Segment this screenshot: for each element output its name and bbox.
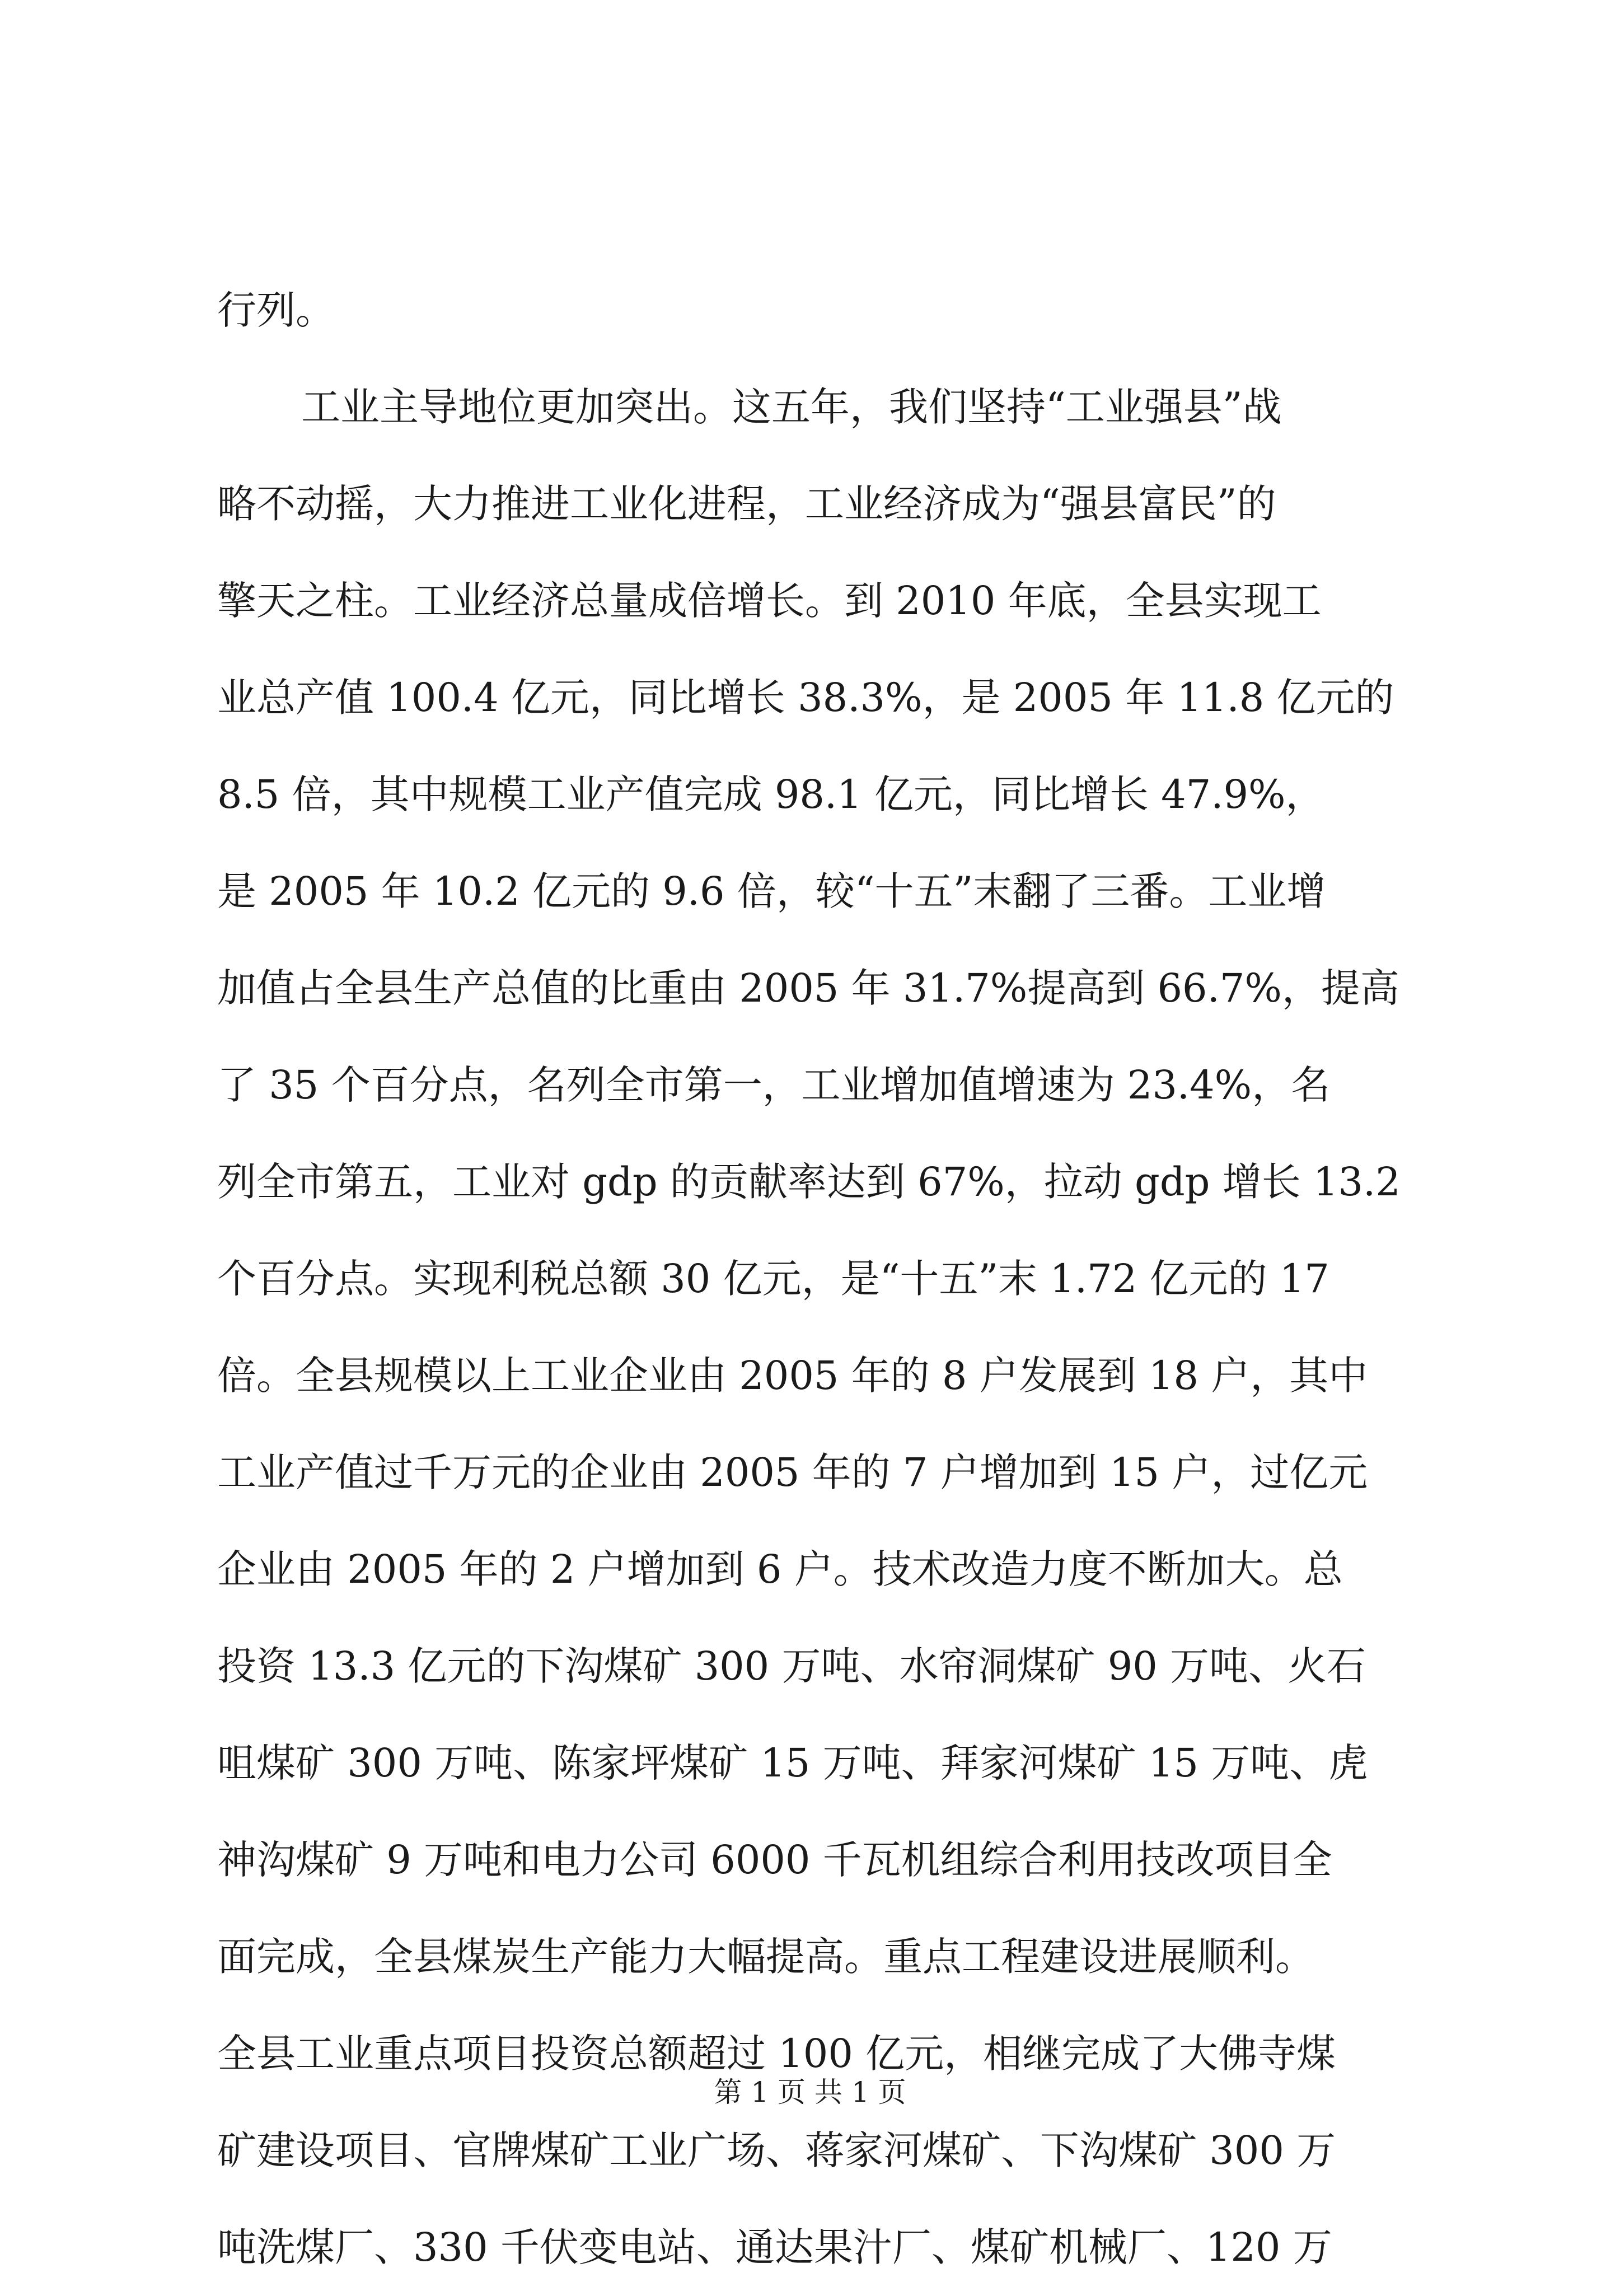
text-line: 擎天之柱。工业经济总量成倍增长。到 2010 年底，全县实现工: [217, 578, 1322, 624]
text-line: 列全市第五，工业对 gdp 的贡献率达到 67%，拉动 gdp 增长 13.2: [217, 1159, 1401, 1205]
text-line: 个百分点。实现利税总额 30 亿元，是“十五”末 1.72 亿元的 17: [217, 1256, 1329, 1302]
text-line: 是 2005 年 10.2 亿元的 9.6 倍，较“十五”末翻了三番。工业增: [217, 868, 1326, 914]
text-line: 略不动摇，大力推进工业化进程，工业经济成为“强县富民”的: [217, 481, 1276, 527]
body-text: [217, 262, 1466, 2296]
text-line: 业总产值 100.4 亿元，同比增长 38.3%，是 2005 年 11.8 亿元的: [217, 675, 1394, 721]
text-line: 加值占全县生产总值的比重由 2005 年 31.7%提高到 66.7%，提高: [217, 965, 1399, 1011]
text-line: 行列。: [217, 287, 335, 333]
text-line: 吨洗煤厂、330 千伏变电站、通达果汁厂、煤矿机械厂、120 万: [217, 2224, 1332, 2270]
text-line: 了 35 个百分点，名列全市第一，工业增加值增速为 23.4%，名: [217, 1062, 1331, 1108]
text-line: 企业由 2005 年的 2 户增加到 6 户。技术改造力度不断加大。总: [217, 1546, 1343, 1592]
text-line: 矿建设项目、官牌煤矿工业广场、蒋家河煤矿、下沟煤矿 300 万: [217, 2127, 1336, 2173]
text-line: 倍。全县规模以上工业企业由 2005 年的 8 户发展到 18 户，其中: [217, 1353, 1368, 1399]
text-line: 8.5 倍，其中规模工业产值完成 98.1 亿元，同比增长 47.9%，: [217, 771, 1325, 817]
text-line: 工业产值过千万元的企业由 2005 年的 7 户增加到 15 户，过亿元: [217, 1449, 1368, 1495]
text-line: 咀煤矿 300 万吨、陈家坪煤矿 15 万吨、拜家河煤矿 15 万吨、虎: [217, 1740, 1368, 1786]
text-line: 投资 13.3 亿元的下沟煤矿 300 万吨、水帘洞煤矿 90 万吨、火石: [217, 1643, 1366, 1689]
page-number-footer: 第 1 页 共 1 页: [714, 2076, 906, 2108]
text-line: 神沟煤矿 9 万吨和电力公司 6000 千瓦机组综合利用技改项目全: [217, 1837, 1332, 1883]
text-line: 全县工业重点项目投资总额超过 100 亿元，相继完成了大佛寺煤: [217, 2031, 1336, 2077]
paragraph-first-line: 工业主导地位更加突出。这五年，我们坚持“工业强县”战: [301, 384, 1282, 430]
text-line: 面完成，全县煤炭生产能力大幅提高。重点工程建设进展顺利。: [217, 1934, 1314, 1980]
